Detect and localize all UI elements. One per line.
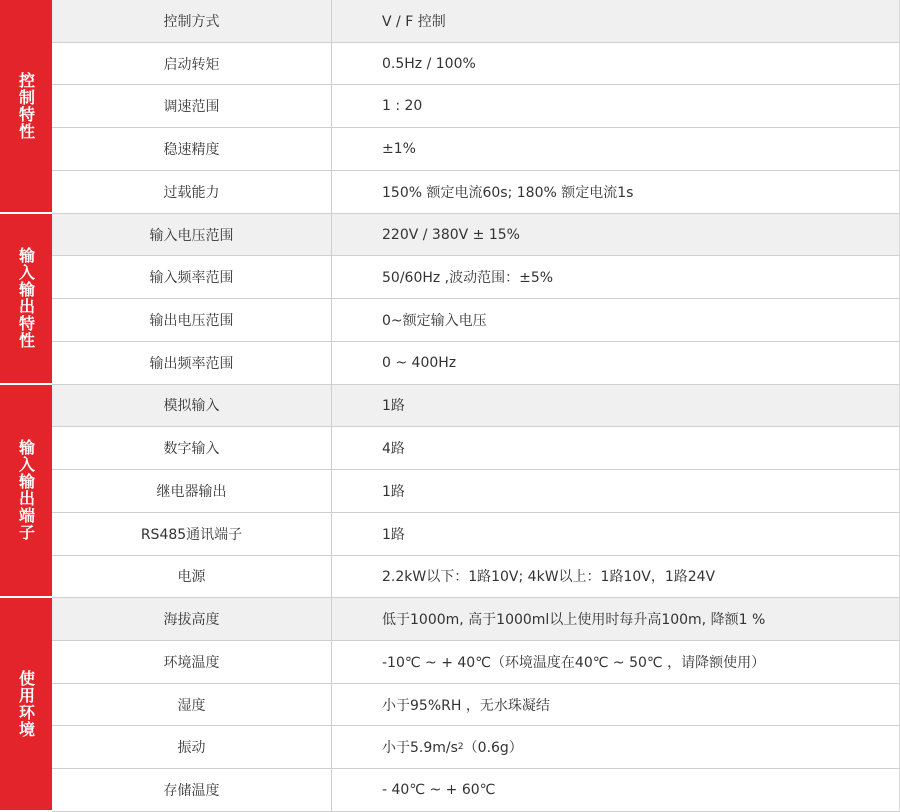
table-row: [52, 684, 899, 727]
category-label: 输入输出特性: [16, 247, 36, 350]
table-row: [52, 556, 899, 599]
param-value: [332, 726, 899, 768]
param-name: 存储温度: [52, 769, 332, 811]
param-value-text: 0 ~ 400Hz: [382, 354, 457, 371]
category-cell: [0, 385, 52, 599]
param-value: [332, 43, 899, 85]
param-value-text: ±1%: [382, 141, 416, 158]
param-value-text: 150% 额定电流60s; 180% 额定电流1s: [382, 184, 634, 201]
table-row: [52, 0, 899, 43]
param-value: [332, 769, 899, 811]
table-row: [52, 641, 899, 684]
param-value: [332, 470, 899, 512]
param-value-text: 1 : 20: [382, 98, 423, 115]
param-value-text: 小于5.9m/s: [382, 740, 458, 757]
table-row: [52, 171, 899, 214]
param-value: [332, 214, 899, 256]
table-row: [52, 598, 899, 641]
param-value-text: 1路: [382, 526, 405, 543]
table-row: [52, 299, 899, 342]
param-name: 海拔高度: [52, 598, 332, 640]
param-name: 启动转矩: [52, 43, 332, 85]
table-row: [52, 43, 899, 86]
category-cell: [0, 0, 52, 214]
param-name: 振动: [52, 726, 332, 768]
param-value-text: - 40℃ ~ + 60℃: [382, 782, 496, 799]
param-name: 模拟输入: [52, 385, 332, 427]
table-row: [52, 769, 899, 812]
param-value: [332, 128, 899, 170]
param-name: 湿度: [52, 684, 332, 726]
param-value: [332, 513, 899, 555]
param-value-text: 低于1000m, 高于1000ml以上使用时每升高100m, 降额1 %: [382, 612, 766, 629]
param-name: 电源: [52, 556, 332, 598]
spec-rows: [52, 0, 900, 812]
table-row: [52, 385, 899, 428]
category-label: 控制特性: [16, 71, 36, 140]
table-row: [52, 342, 899, 385]
table-row: [52, 470, 899, 513]
param-value: [332, 385, 899, 427]
param-name: 数字输入: [52, 427, 332, 469]
category-label: 输入输出端子: [16, 439, 36, 542]
table-row: [52, 427, 899, 470]
param-value: [332, 556, 899, 598]
param-value: [332, 342, 899, 384]
param-value-sup: 2: [457, 742, 464, 753]
param-value: [332, 256, 899, 298]
param-value-text: 0.5Hz / 100%: [382, 55, 476, 72]
category-label: 使用环境: [16, 670, 36, 739]
param-value-text: 50/60Hz ,波动范围：±5%: [382, 270, 554, 287]
param-value-text: 220V / 380V ± 15%: [382, 226, 520, 243]
category-cell: [0, 214, 52, 385]
param-name: 过载能力: [52, 171, 332, 213]
param-value-text: 4路: [382, 441, 405, 458]
param-name: 继电器输出: [52, 470, 332, 512]
param-name: 输入电压范围: [52, 214, 332, 256]
param-name: 输出电压范围: [52, 299, 332, 341]
param-value-text: 1路: [382, 398, 405, 415]
category-cell: [0, 598, 52, 812]
table-row: [52, 513, 899, 556]
param-value-text: -10℃ ~ + 40℃（环境温度在40℃ ~ 50℃ ，请降额使用）: [382, 654, 766, 671]
param-value: [332, 641, 899, 683]
param-name: 控制方式: [52, 0, 332, 42]
param-name: 输入频率范围: [52, 256, 332, 298]
param-value-text: V / F 控制: [382, 13, 446, 30]
param-value-text: 小于95%RH ，无水珠凝结: [382, 697, 550, 714]
table-row: [52, 726, 899, 769]
param-value-text: 0~额定输入电压: [382, 313, 487, 329]
param-name: 输出频率范围: [52, 342, 332, 384]
table-row: [52, 214, 899, 257]
param-value: [332, 85, 899, 127]
table-row: [52, 256, 899, 299]
param-name: 稳速精度: [52, 128, 332, 170]
param-name: 调速范围: [52, 85, 332, 127]
param-value: [332, 299, 899, 341]
table-row: [52, 85, 899, 128]
param-value: [332, 598, 899, 640]
param-value: [332, 684, 899, 726]
param-value: [332, 171, 899, 213]
category-column: [0, 0, 52, 812]
param-name: RS485通讯端子: [52, 513, 332, 555]
param-value-text: 2.2kW以下：1路10V; 4kW以上：1路10V，1路24V: [382, 569, 716, 586]
param-value-text: 1路: [382, 483, 405, 500]
param-value: [332, 0, 899, 42]
param-value: [332, 427, 899, 469]
param-name: 环境温度: [52, 641, 332, 683]
param-value-suffix: （0.6g）: [463, 740, 523, 757]
table-row: [52, 128, 899, 171]
